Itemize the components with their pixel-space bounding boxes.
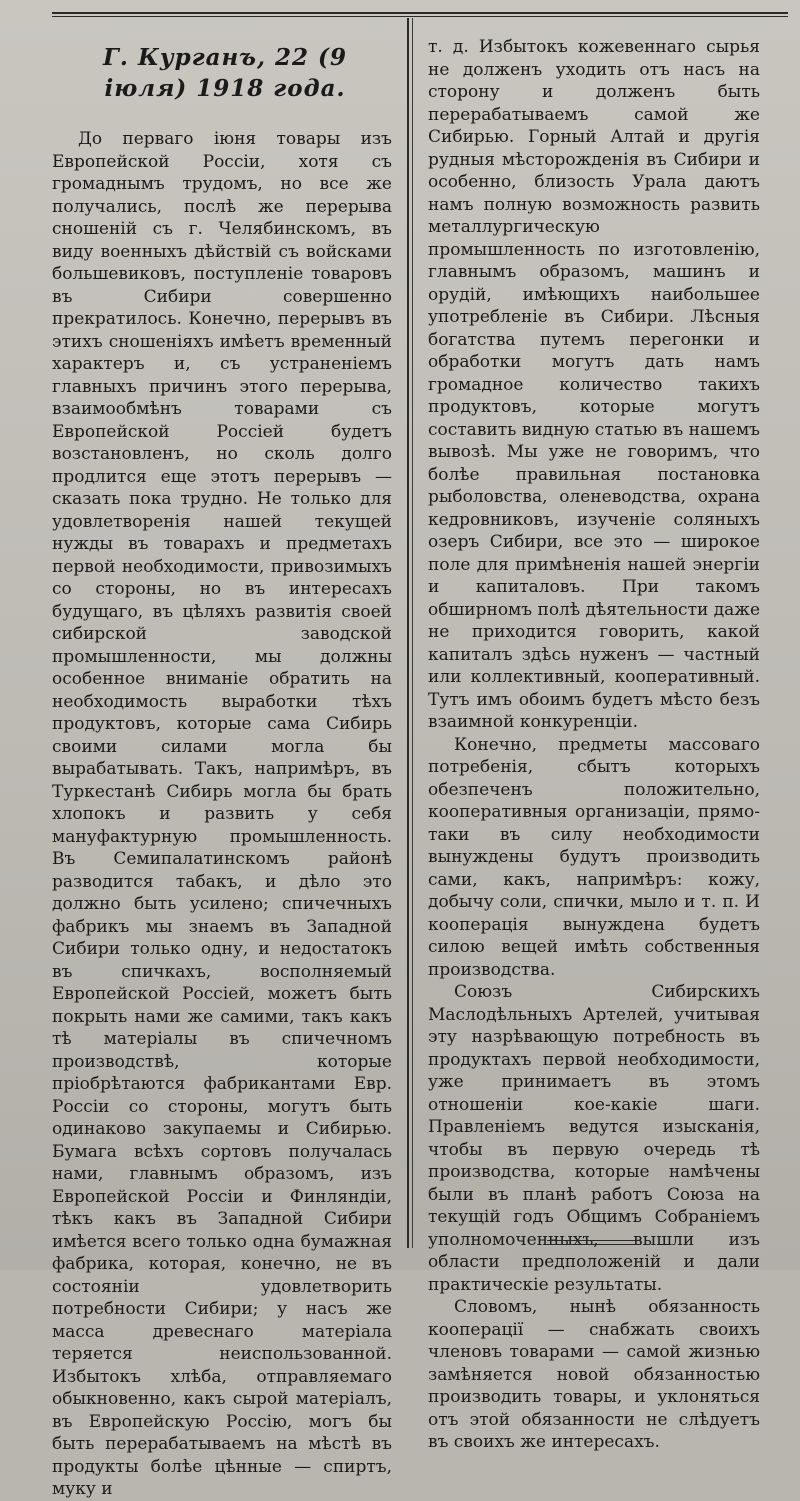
article-headline: Г. Курганъ, 22 (9 іюля) 1918 года. [103,44,347,102]
top-rule-thin [52,16,788,17]
column-divider-thin [412,18,413,1248]
article-paragraph: Словомъ, нынѣ обязанность кооперації — снабжать своихъ членовъ товарами — самой жизнью замѣняется новой обязанностью производить товары, и уклоняться отъ этой обязанности не слѣдуетъ въ своихъ же интересахъ. [428,1297,760,1452]
article-paragraph: т. д. Избытокъ кожевеннаго сырья не долженъ уходить отъ насъ на сторону и долженъ быть перерабатываемъ самой же Сибирью. Горный Алтай и другія рудныя мѣсторожденія въ Сибири и особенно, близость Урала даютъ намъ полную возможность развить металлургическую промышленность по изготовленію, главнымъ образомъ, машинъ и орудій, имѣющихъ наибольшее употребленіе въ Сибири. Лѣсныя богатства путемъ перегонки и обработки могутъ дать намъ громадное количество такихъ продуктовъ, которые могутъ составить видную статью въ нашемъ вывозѣ. Мы уже не говоримъ, что болѣе правильная постановка рыболовства, оленеводства, охрана кедровниковъ, изученіе соляныхъ озеръ Сибири, все это — широкое поле для примѣненія нашей энергіи и капиталовъ. При такомъ обширномъ полѣ дѣятельности даже не приходится говорить, какой капиталъ здѣсь нуженъ — частный или коллективный, кооперативный. Тутъ имъ обоимъ будетъ мѣсто безъ взаимной конкуренціи. [428,37,761,732]
article-paragraph: Конечно, предметы массоваго потребенія, сбытъ которыхъ обезпеченъ положительно, кооперативныя организаціи, прямо-таки въ силу необходимости вынуждены будутъ производить сами, какъ, напримѣръ: кожу, добычу соли, спички, мыло и т. п. И кооперація вынуждена будетъ силою вещей имѣть собственныя производства. [428,734,760,980]
article-paragraph: До перваго іюня товары изъ Европейской Россіи, хотя съ громаднымъ трудомъ, но все же получались, послѣ же перерыва сношеній съ г. Челябинскомъ, въ виду военныхъ дѣйствій съ войсками большевиковъ, поступленіе товаровъ въ Сибири совершенно прекратилось. Конечно, перерывъ въ этихъ сношеніяхъ имѣетъ временный характеръ и, съ устраненіемъ главныхъ причинъ этого перерыва, взаимообмѣнъ товарами съ Европейской Россіей будетъ возстановленъ, но сколь долго продлится еще этотъ перерывъ — сказать пока трудно. Не только для удовлетворенія нашей текущей нужды въ товарахъ и предметахъ первой необходимости, привозимыхъ со стороны, но въ интересахъ будущаго, въ цѣляхъ развитія своей сибирской заводской промышленности, мы должны особенное вниманіе обратить на необходимость выработки тѣхъ продуктовъ, которые сама Сибирь своими силами могла бы вырабатывать. Такъ, напримѣръ, въ Туркестанѣ Сибирь могла бы брать хлопокъ и развить у себя мануфактурную промышленность. Въ Семипалатинскомъ районѣ разводится табакъ, и дѣло это должно быть усилено; спичечныхъ фабрикъ мы знаемъ въ Западной Сибири только одну, и недостатокъ въ спичкахъ, восполняемый Европейской Россіей, можетъ быть покрыть нами же самими, такъ какъ тѣ матеріалы въ спичечномъ производствѣ, которые пріобрѣтаются фабрикантами Евр. Россіи со стороны, могутъ быть одинаково закупаемы и Сибирью. Бумага всѣхъ сортовъ получалась нами, главнымъ образомъ, изъ Европейской Россіи и Финляндіи, тѣкъ какъ въ Западной Сибири имѣется всего только одна бумажная фабрика, которая, конечно, не въ состояніи удовлетворить потребности Сибири; у насъ же масса древеснаго матеріала теряется неиспользованной. Избытокъ хлѣба, отправляемаго обыкновенно, какъ сырой матеріалъ, въ Европейскую Россію, могъ бы быть перерабатываемъ на мѣстѣ въ продукты болѣе цѣнные — спиртъ, муку и [52,129,392,1499]
column-divider [407,18,409,1248]
article-end-rule [547,1240,641,1245]
article-paragraph: Союзъ Сибирскихъ Маслодѣльныхъ Артелей, учитывая эту назрѣвающую потребность въ продуктахъ первой необходимости, уже принимаетъ въ этомъ отношеніи кое-какіе шаги. Правленіемъ ведутся изысканія, чтобы въ первую очередь тѣ производства, которые намѣчены были въ планѣ работъ Союза на текущій годъ Общимъ Собраніемъ уполномоченныхъ, вышли изъ области предположеній и дали практическіе результаты. [428,982,760,1295]
top-rule [52,12,788,14]
left-column [52,42,392,1501]
